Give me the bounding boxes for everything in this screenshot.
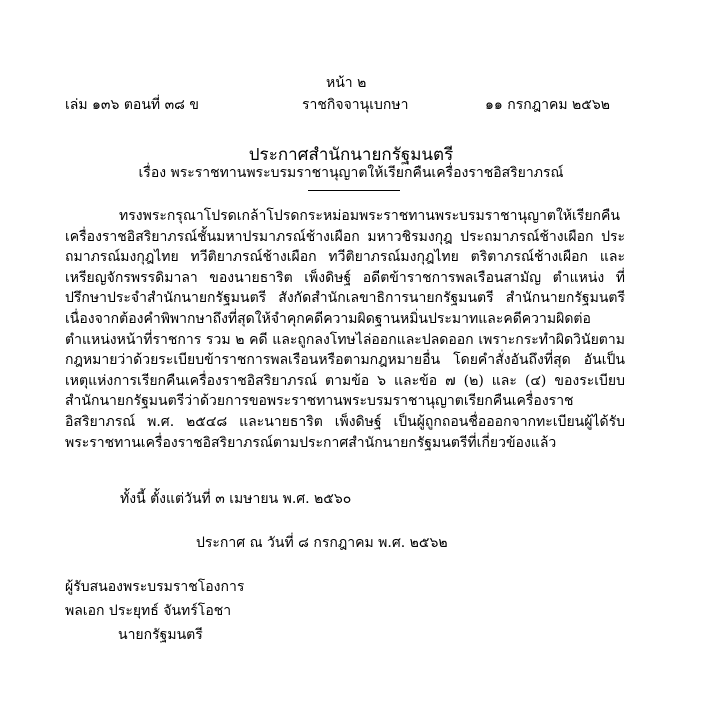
announcement-subject: เรื่อง พระราชทานพระบรมราชานุญาตให้เรียกคืนเครื่องราชอิสริยาภรณ์ (138, 165, 564, 181)
announcement-date: ประกาศ ณ วันที่ ๘ กรกฎาคม พ.ศ. ๒๕๖๒ (196, 535, 448, 551)
signer-name: พลเอก ประยุทธ์ จันทร์โอชา (65, 603, 232, 619)
gazette-date: ๑๑ กรกฎาคม ๒๕๖๒ (485, 97, 610, 113)
announcement-body: ทรงพระกรุณาโปรดเกล้าโปรดกระหม่อมพระราชทานพระบรมราชานุญาตให้เรียกคืนเครื่องราชอิสริยาภรณ์ชั้นมหาปรมาภรณ์ช้างเผือก มหาวชิรมงกุฎ ประถมาภรณ์ช้างเผือก ประถมาภรณ์มงกุฎไทย ทวีติยาภรณ์ช้างเผือก ทวีติยาภรณ์มงกุฎไทย ตริตาภรณ์ช้างเผือก และเหรียญจักรพรรดิมาลา ของนายธาริต เพ็งดิษฐ์ อดีตข้าราชการพลเรือนสามัญ ตำแหน่ง ที่ปรึกษาประจำสำนักนายกรัฐมนตรี สังกัดสำนักเลขาธิการนายกรัฐมนตรี สำนักนายกรัฐมนตรี เนื่องจากต้องคำพิพากษาถึงที่สุดให้จำคุกคดีความผิดฐานหมิ่นประมาทและคดีความผิดต่อตำแหน่งหน้าที่ราชการ รวม ๒ คดี และถูกลงโทษไล่ออกและปลดออก เพราะกระทำผิดวินัยตามกฎหมายว่าด้วยระเบียบข้าราชการพลเรือนหรือตามกฎหมายอื่น โดยคำสั่งอันถึงที่สุด อันเป็นเหตุแห่งการเรียกคืนเครื่องราชอิสริยาภรณ์ ตามข้อ ๖ และข้อ ๗ (๒) และ (๔) ของระเบียบสำนักนายกรัฐมนตรีว่าด้วยการขอพระราชทานพระบรมราชานุญาตเรียกคืนเครื่องราชอิสริยาภรณ์ พ.ศ. ๒๕๔๘ และนายธาริต เพ็งดิษฐ์ เป็นผู้ถูกถอนชื่อออกจากทะเบียนผู้ได้รับพระราชทานเครื่องราชอิสริยาภรณ์ตามประกาศสำนักนายกรัฐมนตรีที่เกี่ยวข้องแล้ว (65, 208, 625, 451)
signer-position: นายกรัฐมนตรี (118, 627, 203, 643)
title-divider (308, 190, 400, 191)
gazette-name: ราชกิจจานุเบกษา (302, 97, 409, 113)
announcement-title: ประกาศสำนักนายกรัฐมนตรี (248, 145, 454, 165)
gazette-volume: เล่ม ๑๓๖ ตอนที่ ๓๘ ข (65, 97, 199, 113)
countersign-label: ผู้รับสนองพระบรมราชโองการ (65, 579, 245, 595)
effective-date: ทั้งนี้ ตั้งแต่วันที่ ๓ เมษายน พ.ศ. ๒๕๖๐ (120, 491, 352, 507)
page-number: หน้า ๒ (326, 75, 367, 91)
